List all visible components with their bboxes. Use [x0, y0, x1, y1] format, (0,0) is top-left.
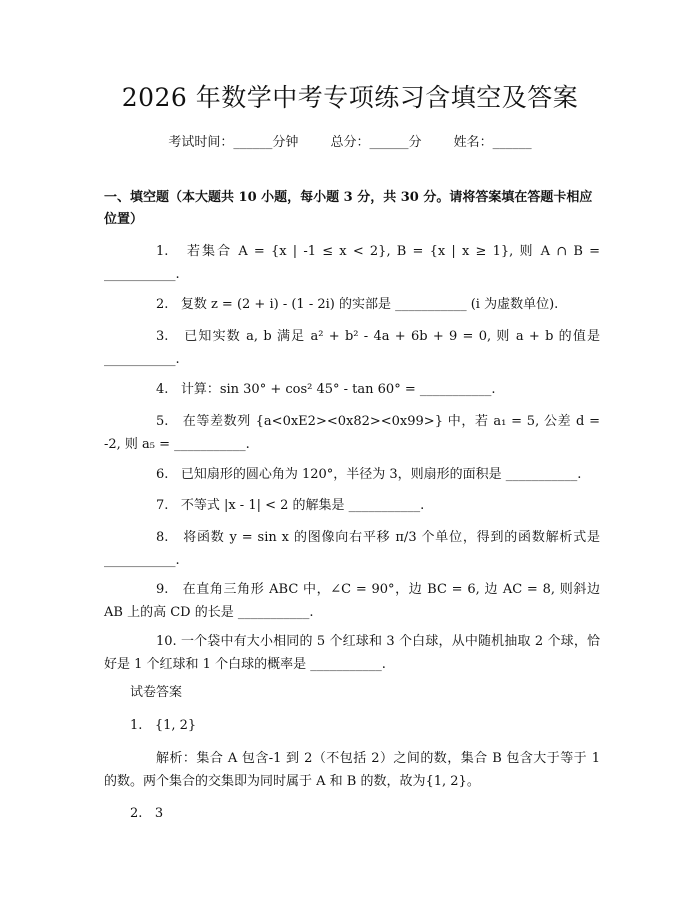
question-text: 将函数 y = sin x 的图像向右平移 π/3 个单位，得到的函数解析式是 ___________.	[104, 530, 600, 568]
section-heading: 一、填空题（本大题共 10 小题，每小题 3 分，共 30 分。请将答案填在答题卡相应位置）	[104, 190, 593, 227]
question-1	[104, 240, 600, 286]
answer-number: 2.	[130, 806, 143, 821]
question-2	[104, 293, 600, 316]
question-4	[104, 378, 600, 401]
question-10	[104, 630, 600, 676]
page-title: 2026 年数学中考专项练习含填空及答案	[121, 83, 579, 112]
exam-info	[0, 131, 700, 150]
question-number: 8.	[156, 530, 169, 545]
answer-1	[130, 714, 196, 737]
question-5	[104, 410, 600, 456]
exam-time-field: 考试时间：______分钟	[168, 135, 299, 150]
answers-heading: 试卷答案	[130, 685, 183, 700]
question-number: 9.	[156, 582, 169, 597]
question-text: 已知实数 a, b 满足 a² + b² - 4a + 6b + 9 = 0, 则 a + b 的值是 ___________.	[104, 329, 600, 367]
question-text: 在直角三角形 ABC 中，∠C = 90°，边 BC = 6, 边 AC = 8, 则斜边 AB 上的高 CD 的长是 ___________.	[104, 582, 600, 620]
question-text: 在等差数列 {a<0xE2><0x82><0x99>} 中，若 a₁ = 5, 公差 d = -2, 则 a₅ = ___________.	[104, 414, 600, 452]
question-number: 5.	[156, 414, 169, 429]
question-number: 4.	[156, 382, 169, 397]
question-number: 3.	[156, 329, 169, 344]
question-text: 一个袋中有大小相同的 5 个红球和 3 个白球，从中随机抽取 2 个球，恰好是 1 个红球和 1 个白球的概率是 ___________.	[104, 634, 600, 672]
answer-value: {1, 2}	[154, 718, 197, 733]
answer-1-explanation: 解析：集合 A 包含-1 到 2（不包括 2）之间的数，集合 B 包含大于等于 1 的数。两个集合的交集即为同时属于 A 和 B 的数，故为{1, 2}。	[104, 751, 600, 789]
question-7	[104, 494, 600, 517]
question-8	[104, 526, 600, 572]
question-text: 已知扇形的圆心角为 120°，半径为 3，则扇形的面积是 ___________.	[180, 467, 582, 482]
answer-value: 3	[154, 806, 164, 821]
question-number: 2.	[156, 297, 169, 312]
question-9	[104, 578, 600, 624]
question-6	[104, 463, 600, 486]
question-3	[104, 325, 600, 371]
question-number: 7.	[156, 498, 169, 513]
question-number: 6.	[156, 467, 169, 482]
question-text: 不等式 |x - 1| < 2 的解集是 ___________.	[180, 498, 425, 513]
student-name-field: 姓名：______	[453, 135, 532, 150]
answer-2	[130, 802, 163, 825]
answer-number: 1.	[130, 718, 143, 733]
question-text: 计算：sin 30° + cos² 45° - tan 60° = ___________.	[180, 382, 496, 397]
question-number: 10.	[156, 634, 177, 649]
question-text: 复数 z = (2 + i) - (1 - 2i) 的实部是 ___________ (i 为虚数单位).	[180, 297, 559, 312]
question-number: 1.	[156, 244, 169, 259]
total-score-field: 总分：______分	[330, 135, 422, 150]
question-text: 若集合 A = {x | -1 ≤ x < 2}, B = {x | x ≥ 1}, 则 A ∩ B = ___________.	[104, 244, 600, 282]
